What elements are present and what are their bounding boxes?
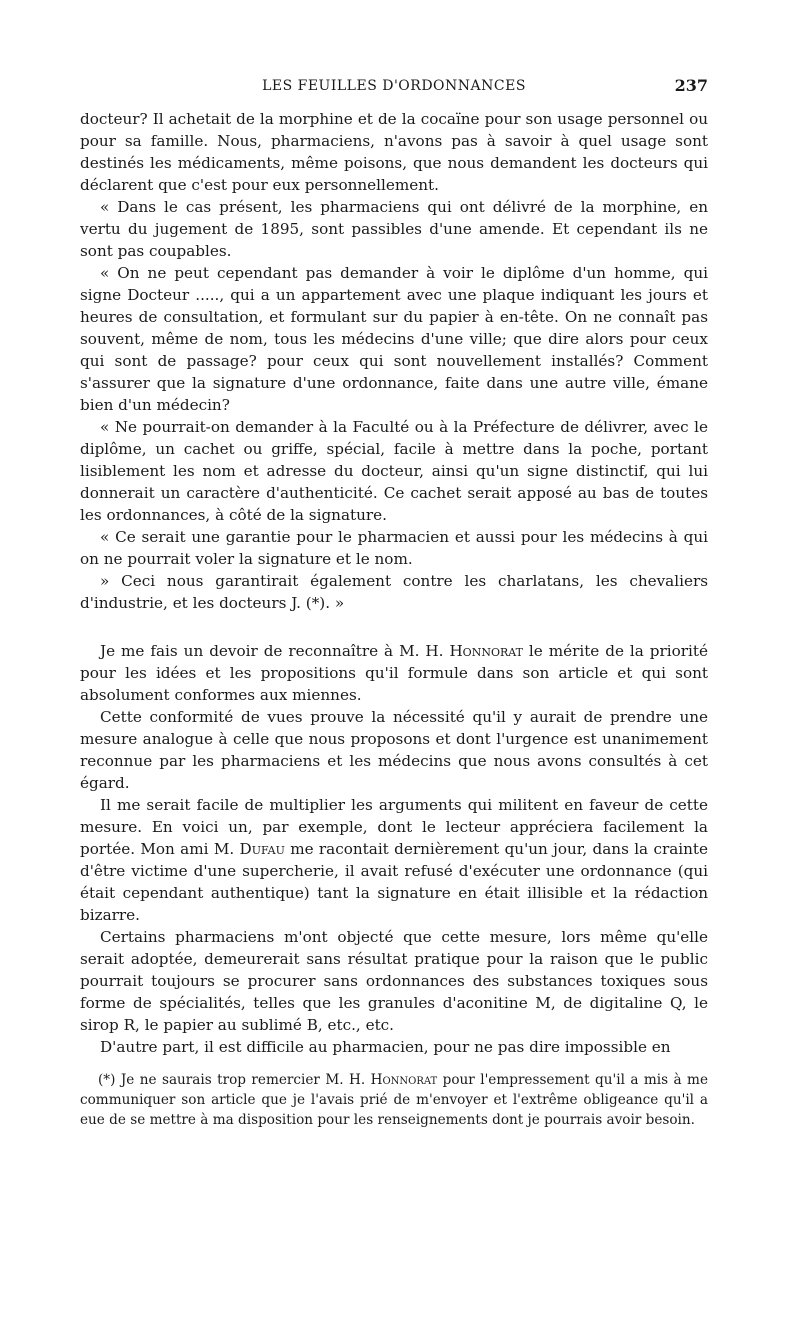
quoted-paragraph: » Ceci nous garantirait également contre les charlatans, les chevaliers d'industrie, et les docteurs J. (*). » <box>80 572 708 612</box>
paragraph: Cette conformité de vues prouve la nécessité qu'il y aurait de prendre une mesure analogue à celle que nous proposons et dont l'urgence est unanimement reconnue par les pharmaciens et les médecins que nous avons consultés à cet égard. <box>80 708 708 792</box>
paragraph <box>80 794 708 926</box>
page-header <box>80 76 708 100</box>
person-name: Dufau <box>239 840 285 858</box>
text-run: me racontait dernièrement qu'un jour, dans la crainte d'être victime d'une supercherie, il avait refusé d'exécuter une ordonnance (qui était cependant authentique) tant la signature en était illisible et la rédaction bizarre. <box>80 840 708 924</box>
text-run: pour l'empressement qu'il a mis à me communiquer son article que je l'avais prié de m'envoyer et l'extrême obligeance qu'il a eue de se mettre à ma disposition pour les renseignements dont je pourrais avoir besoin. <box>80 1072 708 1128</box>
text-run: Je me fais un devoir de reconnaître à M. H. <box>100 642 450 660</box>
quoted-paragraph: « Ne pourrait-on demander à la Faculté ou à la Préfecture de délivrer, avec le diplôme, un cachet ou griffe, spécial, facile à mettre dans la poche, portant lisiblement les nom et adresse du docteur, ainsi qu'un signe distinctif, qui lui donnerait un caractère d'authenticité. Ce cachet serait apposé au bas de toutes les ordonnances, à côté de la signature. <box>80 418 708 524</box>
text-run: Il me serait facile de multiplier les arguments qui militent en faveur de cette mesure. En voici un, par exemple, dont le lecteur appréciera facilement la portée. Mon ami M. <box>80 796 708 858</box>
footnote-text <box>80 1070 708 1130</box>
paragraph <box>80 640 708 706</box>
paragraph: Certains pharmaciens m'ont objecté que cette mesure, lors même qu'elle serait adoptée, demeurerait sans résultat pratique pour la raison que le public pourrait toujours se procurer sans ordonnances des substances toxiques sous forme de spécialités, telles que les granules d'aconitine M, de digitaline Q, le sirop R, le papier au sublimé B, etc., etc. <box>80 928 708 1034</box>
text-run: (*) Je ne saurais trop remercier M. H. <box>98 1072 371 1088</box>
quoted-paragraph: « On ne peut cependant pas demander à voir le diplôme d'un homme, qui signe Docteur ....., qui a un appartement avec une plaque indiquant les jours et heures de consultation, et formulant sur du papier à en-tête. On ne connaît pas souvent, même de nom, tous les médecins d'une ville; que dire alors pour ceux qui sont de passage? pour ceux qui sont nouvellement installés? Comment s'assurer que la signature d'une ordonnance, faite dans une autre ville, émane bien d'un médecin? <box>80 264 708 414</box>
paragraph-continuation: docteur? Il achetait de la morphine et de la cocaïne pour son usage personnel ou pour sa famille. Nous, pharmaciens, n'avons pas à savoir à quel usage sont destinés les médicaments, même poisons, que nous demandent les docteurs qui déclarent que c'est pour eux personnellement. <box>80 110 708 194</box>
author-name: Honnorat <box>370 1072 438 1088</box>
paragraph: D'autre part, il est difficile au pharmacien, pour ne pas dire impossible en <box>100 1038 671 1056</box>
quoted-paragraph: « Ce serait une garantie pour le pharmacien et aussi pour les médecins à qui on ne pourrait voler la signature et le nom. <box>80 528 708 568</box>
quoted-paragraph: « Dans le cas présent, les pharmaciens qui ont délivré de la morphine, en vertu du jugement de 1895, sont passibles d'une amende. Et cependant ils ne sont pas coupables. <box>80 198 708 260</box>
text-run: le mérite de la priorité pour les idées et les propositions qu'il formule dans son article et qui sont absolument conformes aux miennes. <box>80 642 708 704</box>
page-number: 237 <box>674 76 708 95</box>
footnote <box>80 1070 708 1130</box>
body-text <box>80 108 708 1058</box>
author-name: Honnorat <box>449 642 523 660</box>
running-title: LES FEUILLES D'ORDONNANCES <box>262 78 526 94</box>
